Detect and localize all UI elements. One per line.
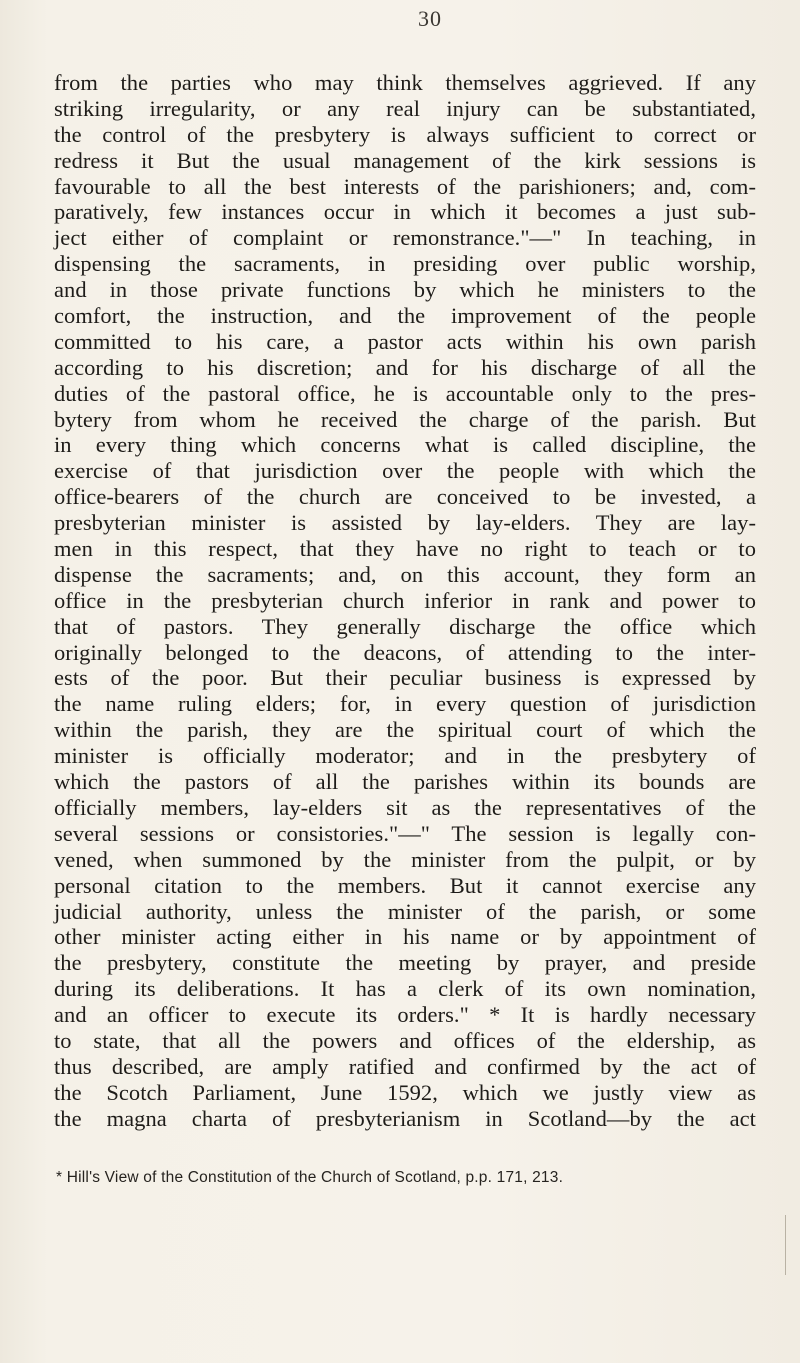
page-edge-mark bbox=[785, 1215, 786, 1275]
text-line: dispensing the sacraments, in presiding over public worship, bbox=[54, 251, 756, 277]
text-line: officially members, lay-elders sit as the representatives of the bbox=[54, 794, 756, 820]
text-line: which the pastors of all the parishes within its bounds are bbox=[54, 769, 756, 795]
text-line: bytery from whom he received the charge of the parish. But bbox=[54, 406, 756, 432]
text-line: favourable to all the best interests of the parishioners; and, com- bbox=[54, 173, 756, 199]
text-line: and in those private functions by which he ministers to the bbox=[54, 277, 756, 303]
text-line: committed to his care, a pastor acts within his own parish bbox=[54, 328, 756, 354]
text-line: and an officer to execute its orders." * It is hardly necessary bbox=[54, 1002, 756, 1028]
text-line: striking irregularity, or any real injury can be substantiated, bbox=[54, 95, 756, 121]
text-line: the presbytery, constitute the meeting by prayer, and preside bbox=[54, 950, 756, 976]
text-line: ests of the poor. But their peculiar business is expressed by bbox=[54, 665, 756, 691]
text-line: thus described, are amply ratified and confirmed by the act of bbox=[54, 1053, 756, 1079]
footnote: * Hill's View of the Constitution of the Church of Scotland, p.p. 171, 213. bbox=[56, 1169, 564, 1186]
text-line: judicial authority, unless the minister of the parish, or some bbox=[54, 898, 756, 924]
text-line: exercise of that jurisdiction over the people with which the bbox=[54, 458, 756, 484]
text-line: the magna charta of presbyterianism in Scotland—by the act bbox=[54, 1105, 756, 1131]
text-line: the name ruling elders; for, in every question of jurisdiction bbox=[54, 691, 756, 717]
text-line: comfort, the instruction, and the improvement of the people bbox=[54, 303, 756, 329]
text-line: the Scotch Parliament, June 1592, which we justly view as bbox=[54, 1079, 756, 1105]
text-line: from the parties who may think themselves aggrieved. If any bbox=[54, 70, 756, 95]
text-line: presbyterian minister is assisted by lay-elders. They are lay- bbox=[54, 510, 756, 536]
text-line: dispense the sacraments; and, on this account, they form an bbox=[54, 561, 756, 587]
text-line: in every thing which concerns what is called discipline, the bbox=[54, 432, 756, 458]
text-line: personal citation to the members. But it cannot exercise any bbox=[54, 872, 756, 898]
text-line: office in the presbyterian church inferior in rank and power to bbox=[54, 587, 756, 613]
text-line: according to his discretion; and for his discharge of all the bbox=[54, 354, 756, 380]
text-line: men in this respect, that they have no right to teach or to bbox=[54, 536, 756, 562]
text-line: ject either of complaint or remonstrance."—" In teaching, in bbox=[54, 225, 756, 251]
text-line: during its deliberations. It has a clerk of its own nomination, bbox=[54, 976, 756, 1002]
text-line: vened, when summoned by the minister from the pulpit, or by bbox=[54, 846, 756, 872]
text-line: to state, that all the powers and offices of the eldership, as bbox=[54, 1027, 756, 1053]
text-line: that of pastors. They generally discharge the office which bbox=[54, 613, 756, 639]
text-line: office-bearers of the church are conceived to be invested, a bbox=[54, 484, 756, 510]
page-number: 30 bbox=[418, 6, 442, 31]
text-line: several sessions or consistories."—" The session is legally con- bbox=[54, 820, 756, 846]
body-text bbox=[54, 70, 756, 1132]
text-line: minister is officially moderator; and in the presbytery of bbox=[54, 743, 756, 769]
text-line: the control of the presbytery is always sufficient to correct or bbox=[54, 121, 756, 147]
text-line: other minister acting either in his name or by appointment of bbox=[54, 924, 756, 950]
text-line: redress it But the usual management of the kirk sessions is bbox=[54, 147, 756, 173]
text-line: within the parish, they are the spiritual court of which the bbox=[54, 717, 756, 743]
text-line: paratively, few instances occur in which it becomes a just sub- bbox=[54, 199, 756, 225]
text-line: originally belonged to the deacons, of attending to the inter- bbox=[54, 639, 756, 665]
text-line: duties of the pastoral office, he is accountable only to the pres- bbox=[54, 380, 756, 406]
